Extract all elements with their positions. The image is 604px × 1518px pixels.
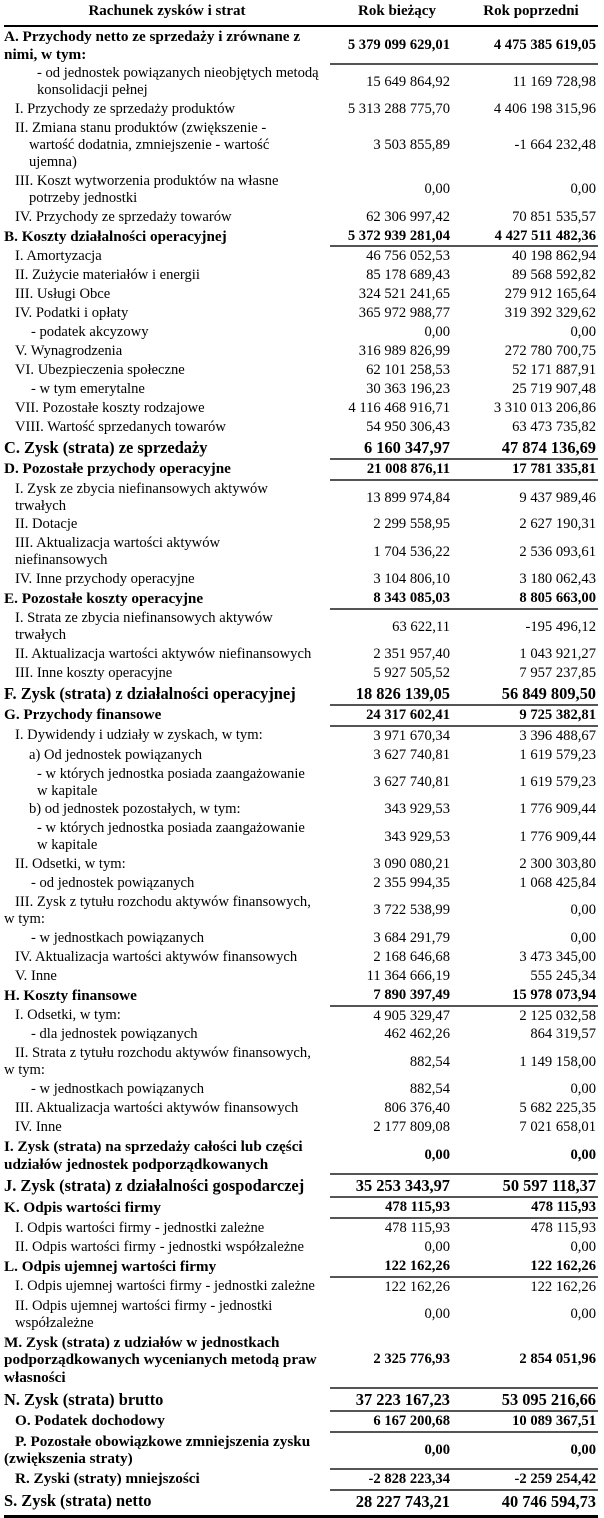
table-row — [4, 266, 598, 285]
row-value-current: 63 622,11 — [330, 609, 464, 645]
table-row — [4, 1432, 598, 1469]
row-value-previous: 25 719 907,48 — [512, 380, 596, 397]
row-value-current: 3 627 740,81 — [373, 746, 450, 763]
table-row — [4, 1411, 598, 1432]
table-row — [4, 765, 598, 801]
row-value-current: 13 899 974,84 — [366, 489, 450, 506]
table-row — [4, 570, 598, 589]
row-value-current: 3 627 740,81 — [373, 774, 450, 791]
row-label: II. Odsetki, w tym: — [15, 856, 126, 873]
row-value-current: 15 649 864,92 — [330, 64, 464, 100]
row-value-previous: 2 854 051,96 — [519, 1351, 596, 1368]
table-row — [4, 1025, 598, 1044]
row-value-current: 5 372 939 281,04 — [347, 227, 450, 244]
row-value-previous: 478 115,93 — [530, 1220, 596, 1237]
table-row — [4, 664, 598, 683]
table-row — [4, 929, 598, 948]
row-value-current: 4 905 329,47 — [330, 1006, 464, 1026]
row-value-previous: 50 597 118,37 — [464, 1174, 598, 1197]
row-value-current: 5 379 099 629,01 — [347, 36, 450, 53]
row-value-current: 37 223 167,23 — [330, 1388, 464, 1411]
table-row — [4, 534, 598, 570]
row-value-current: 2 325 776,93 — [373, 1351, 450, 1368]
table-row — [4, 1277, 598, 1297]
row-value-current: 3 684 291,79 — [373, 929, 450, 946]
row-label: - od jednostek powiązanych — [31, 875, 195, 892]
row-value-previous: 0,00 — [570, 929, 596, 946]
table-row — [4, 986, 598, 1006]
row-label: II. Zużycie materiałów i energii — [15, 267, 200, 284]
table-row — [4, 172, 598, 208]
row-value-current: 0,00 — [424, 1146, 450, 1163]
table-row — [4, 1218, 598, 1238]
row-value-previous: 0,00 — [570, 324, 596, 341]
table-row — [4, 645, 598, 664]
table-row — [4, 246, 598, 266]
row-label: a) Od jednostek powiązanych — [29, 746, 203, 763]
row-label: I. Zysk (strata) na sprzedaży całości lub części udziałów jednostek podporządkowanych — [4, 1138, 303, 1173]
row-label: C. Zysk (strata) ze sprzedaży — [4, 438, 208, 458]
row-value-current: 343 929,53 — [384, 828, 450, 845]
row-label: II. Odpis wartości firmy - jednostki współzależne — [15, 1239, 304, 1256]
row-value-previous: 3 473 345,00 — [519, 948, 596, 965]
row-label: II. Odpis ujemnej wartości firmy - jednostki współzależne — [15, 1297, 273, 1331]
row-value-current: 462 462,26 — [384, 1026, 450, 1043]
row-value-previous: 8 805 663,00 — [519, 590, 596, 607]
row-value-previous: 272 780 700,75 — [504, 343, 596, 360]
row-value-previous: 319 392 329,62 — [504, 305, 596, 322]
table-row — [4, 459, 598, 480]
row-value-previous: -1 664 232,48 — [514, 136, 596, 153]
row-value-previous: 52 171 887,91 — [512, 362, 596, 378]
row-value-previous: 1 068 425,84 — [519, 875, 596, 892]
row-label: K. Odpis wartości firmy — [4, 1198, 161, 1216]
row-value-previous: 11 169 728,98 — [464, 64, 598, 100]
row-value-previous: 1 776 909,44 — [519, 828, 596, 845]
row-label: N. Zysk (strata) brutto — [4, 1389, 164, 1409]
row-value-previous: 53 095 216,66 — [464, 1388, 598, 1411]
row-value-current: 3 722 538,99 — [373, 902, 450, 919]
row-label: O. Podatek dochodowy — [15, 1412, 165, 1430]
row-value-previous: 40 198 862,94 — [464, 246, 598, 266]
row-value-previous: 279 912 165,64 — [504, 286, 596, 303]
table-row — [4, 285, 598, 304]
row-label: - w jednostkach powiązanych — [31, 1081, 205, 1098]
row-label: I. Dywidendy i udziały w zyskach, w tym: — [15, 727, 263, 744]
table-row — [4, 1044, 598, 1080]
row-label: R. Zyski (straty) mniejszości — [15, 1470, 200, 1488]
row-value-current: 11 364 666,19 — [366, 967, 450, 984]
table-row — [4, 726, 598, 746]
row-label: VI. Ubezpieczenia społeczne — [15, 362, 185, 378]
row-value-previous: 2 627 190,31 — [519, 516, 596, 533]
table-row — [4, 967, 598, 986]
row-value-current: 21 008 876,11 — [330, 459, 464, 480]
row-value-current: 2 355 994,35 — [373, 875, 450, 892]
table-row — [4, 323, 598, 342]
row-value-previous: 0,00 — [570, 902, 596, 919]
row-value-previous: 40 746 594,73 — [464, 1490, 598, 1512]
row-value-previous: 1 776 909,44 — [519, 801, 596, 818]
row-value-previous: 17 781 335,81 — [464, 459, 598, 480]
table-row — [4, 589, 598, 609]
row-label: - od jednostek powiązanych nieobjętych metodą konsolidacji pełnej — [37, 65, 319, 99]
row-label: VIII. Wartość sprzedanych towarów — [15, 418, 226, 435]
row-value-previous: 864 319,57 — [530, 1026, 596, 1043]
row-value-current: 5 313 288 775,70 — [347, 101, 450, 118]
table-body — [4, 26, 598, 1512]
row-value-current: 365 972 988,77 — [358, 305, 450, 322]
row-label: - dla jednostek powiązanych — [31, 1026, 198, 1043]
row-label: D. Pozostałe przychody operacyjne — [4, 460, 231, 478]
row-value-previous: 0,00 — [570, 181, 596, 198]
row-value-previous: 70 851 535,57 — [512, 208, 596, 225]
row-value-current: 882,54 — [409, 1053, 450, 1070]
row-value-previous: 2 536 093,61 — [519, 543, 596, 560]
row-value-current: 1 704 536,22 — [373, 543, 450, 560]
row-label: J. Zysk (strata) z działalności gospodarczej — [4, 1176, 305, 1196]
table-row — [4, 227, 598, 247]
table-row — [4, 1238, 598, 1257]
row-value-current: 46 756 052,53 — [330, 246, 464, 266]
row-value-current: -2 828 223,34 — [330, 1469, 464, 1490]
row-value-current: 30 363 196,23 — [366, 380, 450, 397]
row-value-previous: 0,00 — [570, 1146, 596, 1163]
row-label: S. Zysk (strata) netto — [4, 1491, 152, 1511]
table-row — [4, 819, 598, 855]
row-value-current: 2 299 558,95 — [373, 516, 450, 533]
row-value-previous: 0,00 — [570, 1081, 596, 1098]
row-label: A. Przychody netto ze sprzedaży i zrównane z nimi, w tym: — [4, 28, 301, 63]
row-value-previous: -2 259 254,42 — [464, 1469, 598, 1490]
table-row — [4, 1137, 598, 1174]
row-value-previous: 2 300 303,80 — [519, 856, 596, 873]
row-value-previous: 9 725 382,81 — [464, 705, 598, 726]
table-row — [4, 1388, 598, 1411]
row-value-current: 24 317 602,41 — [330, 705, 464, 726]
row-value-previous: 56 849 809,50 — [501, 683, 596, 703]
table-row — [4, 948, 598, 967]
row-value-previous: 1 149 158,00 — [519, 1053, 596, 1070]
row-label: V. Wynagrodzenia — [15, 343, 123, 360]
row-value-current: 6 160 347,97 — [363, 437, 450, 457]
row-value-current: 8 343 085,03 — [373, 590, 450, 607]
row-label: IV. Podatki i opłaty — [15, 305, 129, 322]
row-value-current: 3 971 670,34 — [373, 727, 450, 744]
row-value-previous: 89 568 592,82 — [512, 267, 596, 284]
row-label: I. Przychody ze sprzedaży produktów — [15, 101, 236, 118]
row-value-previous: 478 115,93 — [464, 1197, 598, 1218]
table-row — [4, 64, 598, 100]
row-value-current: 7 890 397,49 — [373, 986, 450, 1003]
row-value-previous: 0,00 — [570, 1239, 596, 1256]
row-label: - w tym emerytalne — [31, 380, 145, 397]
row-value-previous: 0,00 — [570, 1306, 596, 1323]
row-value-previous: -195 496,12 — [464, 609, 598, 645]
row-value-current: 5 927 505,52 — [373, 664, 450, 681]
row-value-current: 2 177 809,08 — [373, 1119, 450, 1136]
row-value-current: 6 167 200,68 — [330, 1411, 464, 1432]
column-header-label: Rachunek zysków i strat — [4, 0, 330, 26]
table-row — [4, 480, 598, 516]
row-value-previous: 122 162,26 — [464, 1277, 598, 1297]
table-row — [4, 705, 598, 726]
table-row — [4, 119, 598, 172]
row-value-previous: 63 473 735,82 — [512, 418, 596, 435]
table-row — [4, 380, 598, 399]
table-row — [4, 1257, 598, 1277]
row-value-current: 882,54 — [409, 1081, 450, 1098]
row-label: IV. Inne — [15, 1119, 62, 1136]
row-value-current: 3 104 806,10 — [373, 571, 450, 588]
row-value-previous: 7 021 658,01 — [519, 1119, 596, 1136]
column-header-current-year: Rok bieżący — [330, 0, 464, 26]
row-value-current: 122 162,26 — [384, 1258, 450, 1275]
row-label: I. Strata ze zbycia niefinansowych aktywów trwałych — [15, 610, 273, 644]
row-label: III. Zysk z tytułu rozchodu aktywów finansowych, w tym: — [4, 894, 311, 927]
table-row — [4, 1197, 598, 1218]
header-row — [4, 0, 598, 26]
row-value-previous: 10 089 367,51 — [464, 1411, 598, 1432]
row-label: III. Usługi Obce — [15, 286, 111, 303]
row-label: b) od jednostek pozostałych, w tym: — [29, 801, 241, 818]
row-value-previous: 4 406 198 315,96 — [493, 101, 596, 118]
row-value-previous: 2 125 032,58 — [464, 1006, 598, 1026]
row-value-current: 54 950 306,43 — [366, 418, 450, 435]
row-value-previous: 7 957 237,85 — [519, 664, 596, 681]
table-row — [4, 893, 598, 929]
row-label: I. Amortyzacja — [15, 247, 102, 264]
table-row — [4, 26, 598, 64]
row-label: III. Aktualizacja wartości aktywów finansowych — [15, 1100, 299, 1117]
row-value-current: 2 351 957,40 — [373, 645, 450, 662]
table-row — [4, 874, 598, 893]
row-value-current: 28 227 743,21 — [330, 1490, 464, 1512]
row-value-previous: 15 978 073,94 — [512, 986, 596, 1003]
row-label: II. Dotacje — [15, 516, 78, 533]
row-label: I. Odpis wartości firmy - jednostki zależne — [15, 1219, 265, 1236]
row-value-current: 806 376,40 — [384, 1100, 450, 1117]
row-value-previous: 5 682 225,35 — [519, 1100, 596, 1117]
row-value-previous: 3 180 062,43 — [519, 571, 596, 588]
row-label: III. Koszt wytworzenia produktów na własne potrzeby jednostki — [15, 172, 279, 206]
row-label: I. Zysk ze zbycia niefinansowych aktywów trwałych — [15, 480, 268, 514]
table-row — [4, 1006, 598, 1026]
row-label: IV. Aktualizacja wartości aktywów finansowych — [15, 948, 298, 965]
row-value-previous: 0,00 — [570, 1441, 596, 1458]
row-value-current: 0,00 — [424, 1239, 450, 1256]
row-value-current: 85 178 689,43 — [366, 267, 450, 284]
row-value-current: 62 101 258,53 — [366, 362, 450, 378]
table-row — [4, 208, 598, 227]
row-label: IV. Przychody ze sprzedaży towarów — [15, 208, 232, 225]
table-row — [4, 1099, 598, 1118]
row-label: IV. Inne przychody operacyjne — [15, 571, 195, 588]
row-value-previous: 4 475 385 619,05 — [493, 36, 596, 53]
row-value-previous: 3 396 488,67 — [519, 727, 596, 744]
row-value-previous: 3 310 013 206,86 — [493, 399, 596, 416]
row-value-current: 2 168 646,68 — [373, 948, 450, 965]
row-label: E. Pozostałe koszty operacyjne — [4, 590, 204, 608]
row-value-current: 0,00 — [424, 1441, 450, 1458]
row-value-previous: 1 619 579,23 — [519, 774, 596, 791]
table-row — [4, 855, 598, 874]
row-label: I. Odpis ujemnej wartości firmy - jednostki zależne — [15, 1278, 315, 1295]
table-row — [4, 342, 598, 361]
row-label: M. Zysk (strata) z udziałów w jednostkach podporządkowanych wycenianych metodą praw własności — [4, 1333, 317, 1386]
row-label: - w których jednostka posiada zaangażowanie w kapitale — [37, 820, 305, 854]
row-label: L. Odpis ujemnej wartości firmy — [4, 1258, 217, 1276]
row-value-current: 0,00 — [424, 181, 450, 198]
table-row — [4, 437, 598, 459]
row-value-current: 3 503 855,89 — [373, 136, 450, 153]
row-label: B. Koszty działalności operacyjnej — [4, 227, 227, 245]
table-row — [4, 683, 598, 705]
row-label: F. Zysk (strata) z działalności operacyjnej — [4, 684, 296, 704]
table-header — [4, 0, 598, 26]
table-row — [4, 1118, 598, 1137]
column-header-previous-year: Rok poprzedni — [464, 0, 598, 26]
table-row — [4, 100, 598, 119]
table-row — [4, 1297, 598, 1333]
table-bottom-rule — [4, 1515, 598, 1518]
row-label: VII. Pozostałe koszty rodzajowe — [15, 399, 205, 416]
row-value-current: 478 115,93 — [384, 1220, 450, 1237]
table-row — [4, 304, 598, 323]
income-statement-table — [4, 0, 598, 1512]
table-row — [4, 418, 598, 437]
table-row — [4, 1469, 598, 1490]
row-value-previous: 4 427 511 482,36 — [494, 227, 596, 244]
row-value-current: 343 929,53 — [384, 801, 450, 818]
row-label: P. Pozostałe obowiązkowe zmniejszenia zysku (zwiększenia straty) — [4, 1432, 311, 1468]
table-row — [4, 1333, 598, 1388]
table-row — [4, 515, 598, 534]
row-value-current: 122 162,26 — [330, 1277, 464, 1297]
table-row — [4, 1174, 598, 1197]
row-value-current: 324 521 241,65 — [358, 286, 450, 303]
table-row — [4, 746, 598, 765]
row-label: - podatek akcyzowy — [31, 324, 149, 341]
row-value-previous: 47 874 136,69 — [501, 437, 596, 457]
row-value-current: 316 989 826,99 — [358, 343, 450, 360]
row-label: III. Aktualizacja wartości aktywów niefinansowych — [15, 535, 221, 569]
row-label: - w których jednostka posiada zaangażowanie w kapitale — [37, 765, 305, 799]
row-value-previous: 555 245,34 — [530, 967, 596, 984]
row-value-current: 478 115,93 — [330, 1197, 464, 1218]
table-row — [4, 800, 598, 819]
row-value-previous: 1 619 579,23 — [519, 746, 596, 763]
table-row — [4, 1490, 598, 1512]
row-value-current: 0,00 — [424, 1306, 450, 1323]
row-label: V. Inne — [15, 967, 57, 984]
table-row — [4, 399, 598, 418]
table-row — [4, 361, 598, 380]
row-label: III. Inne koszty operacyjne — [15, 664, 173, 681]
row-label: G. Przychody finansowe — [4, 706, 162, 724]
row-label: II. Zmiana stanu produktów (zwiększenie - wartość dodatnia, zmniejszenie - wartość ujemna) — [15, 120, 270, 170]
row-value-current: 18 826 139,05 — [355, 683, 450, 703]
row-label: II. Aktualizacja wartości aktywów niefinansowych — [15, 645, 312, 662]
table-row — [4, 609, 598, 645]
row-value-previous: 9 437 989,46 — [519, 489, 596, 506]
row-label: II. Strata z tytułu rozchodu aktywów finansowych, w tym: — [4, 1045, 311, 1079]
row-value-current: 0,00 — [424, 324, 450, 341]
row-value-current: 62 306 997,42 — [366, 208, 450, 225]
row-value-previous: 1 043 921,27 — [519, 645, 596, 662]
row-value-previous: 122 162,26 — [530, 1258, 596, 1275]
row-label: I. Odsetki, w tym: — [15, 1007, 121, 1024]
row-label: - w jednostkach powiązanych — [31, 929, 205, 946]
row-value-current: 35 253 343,97 — [330, 1174, 464, 1197]
row-value-current: 3 090 080,21 — [373, 856, 450, 873]
row-value-current: 4 116 468 916,71 — [348, 399, 450, 416]
row-label: H. Koszty finansowe — [4, 986, 137, 1004]
table-row — [4, 1080, 598, 1099]
